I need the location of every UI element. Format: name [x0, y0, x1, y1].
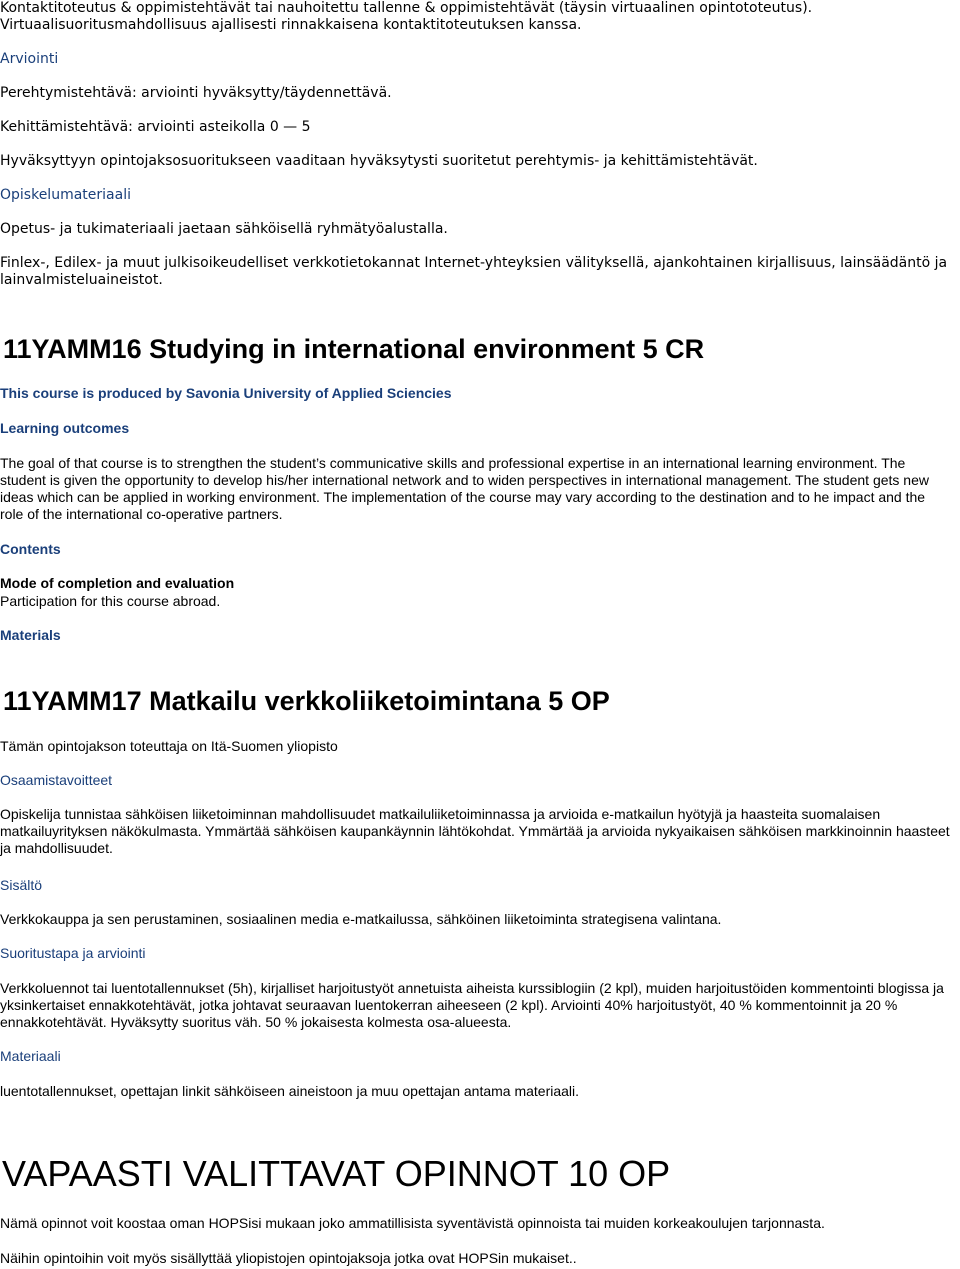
yamm16-title: 11YAMM16 Studying in international environment 5 CR: [3, 334, 705, 364]
vapaasti-title: VAPAASTI VALITTAVAT OPINNOT 10 OP: [2, 1153, 671, 1194]
yamm16-outcomes-heading: Learning outcomes: [0, 420, 130, 436]
yamm17-materiaali-heading: Materiaali: [0, 1048, 61, 1064]
yamm16-contents-heading: Contents: [0, 541, 61, 557]
yamm16-materials-heading: Materials: [0, 627, 61, 643]
yamm16-mode-text: Participation for this course abroad.: [0, 593, 221, 609]
materiaali-text-1: Opetus- ja tukimateriaali jaetaan sähköisellä ryhmätyöalustalla.: [0, 221, 448, 237]
intro-text: Kontaktitoteutus & oppimistehtävät tai nauhoitettu tallenne & oppimistehtävät (täysin virtuaalinen opintototeutus). Virtuaalisuoritusmahdollisuus ajallisesti rinnakkaisena kontaktitoteutuksen kanssa.: [0, 0, 813, 33]
yamm16-mode-heading: Mode of completion and evaluation: [0, 575, 235, 591]
arviointi-heading: Arviointi: [0, 51, 59, 67]
yamm16-producer: This course is produced by Savonia University of Applied Sciencies: [0, 385, 452, 401]
arviointi-text-3: Hyväksyttyyn opintojaksosuoritukseen vaaditaan hyväksytysti suoritetut perehtymis- ja kehittämistehtävät.: [0, 153, 758, 169]
yamm17-materiaali-text: luentotallennukset, opettajan linkit sähköiseen aineistoon ja muu opettajan antama materiaali.: [0, 1083, 580, 1099]
yamm17-producer: Tämän opintojakson toteuttaja on Itä-Suomen yliopisto: [0, 738, 338, 754]
yamm17-osaamis-heading: Osaamistavoitteet: [0, 772, 113, 788]
yamm17-sisalto-text: Verkkokauppa ja sen perustaminen, sosiaalinen media e-matkailussa, sähköinen liiketoiminta strategisena valintana.: [0, 911, 722, 927]
yamm17-sisalto-heading: Sisältö: [0, 877, 43, 893]
yamm17-suoritus-text: Verkkoluennot tai luentotallennukset (5h), kirjalliset harjoitustyöt annetuista aiheista kurssiblogiin (2 kpl), muiden harjoitustöiden kommentointi blogissa ja yksinkertaiset ennakkotehtävät, jotka johtavat seuraavan luentokerran aiheeseen (2 kpl). Arviointi 40% harjoitustyöt, 40 % kommentoinnit ja 20 % ennakkotehtävät. Hyväksytty suoritus väh. 50 % jokaisesta kolmesta osa-alueesta.: [0, 980, 944, 1030]
yamm17-title: 11YAMM17 Matkailu verkkoliiketoimintana 5 OP: [3, 686, 610, 716]
yamm17-osaamis-text: Opiskelija tunnistaa sähköisen liiketoiminnan mahdollisuudet matkailuliiketoiminnassa ja arvioida e-matkailun hyötyjä ja haasteita suomalaisen matkailuyrityksen näkökulmasta. Ymmärtää sähköisen kaupankäynnin lähtökohdat. Ymmärtää ja arvioida nykyaikaisen sähköisen markkinoinnin haasteet ja mahdollisuudet.: [0, 806, 950, 856]
materiaali-text-2: Finlex-, Edilex- ja muut julkisoikeudelliset verkkotietokannat Internet-yhteyksien välityksellä, ajankohtainen kirjallisuus, lainsäädäntö ja lainvalmisteluaineistot.: [0, 255, 948, 288]
materiaali-heading: Opiskelumateriaali: [0, 187, 131, 203]
yamm17-suoritus-heading: Suoritustapa ja arviointi: [0, 945, 146, 961]
vapaasti-text-2: Näihin opintoihin voit myös sisällyttää yliopistojen opintojaksoja jotka ovat HOPSin mukaiset..: [0, 1250, 577, 1266]
yamm16-outcomes-text: The goal of that course is to strengthen the student’s communicative skills and professional expertise in an international learning environment. The student is given the opportunity to develop his/her international network and to widen perspectives in international management. The student gets new ideas which can be applied in working environment. The implementation of the course may vary according to the destination and to he impact and the role of the international co-operative partners.: [0, 455, 929, 522]
arviointi-text-1: Perehtymistehtävä: arviointi hyväksytty/täydennettävä.: [0, 85, 392, 101]
vapaasti-text-1: Nämä opinnot voit koostaa oman HOPSisi mukaan joko ammatillisista syventävistä opinnoista tai muiden korkeakoulujen tarjonnasta.: [0, 1215, 825, 1231]
arviointi-text-2: Kehittämistehtävä: arviointi asteikolla 0 — 5: [0, 119, 311, 135]
